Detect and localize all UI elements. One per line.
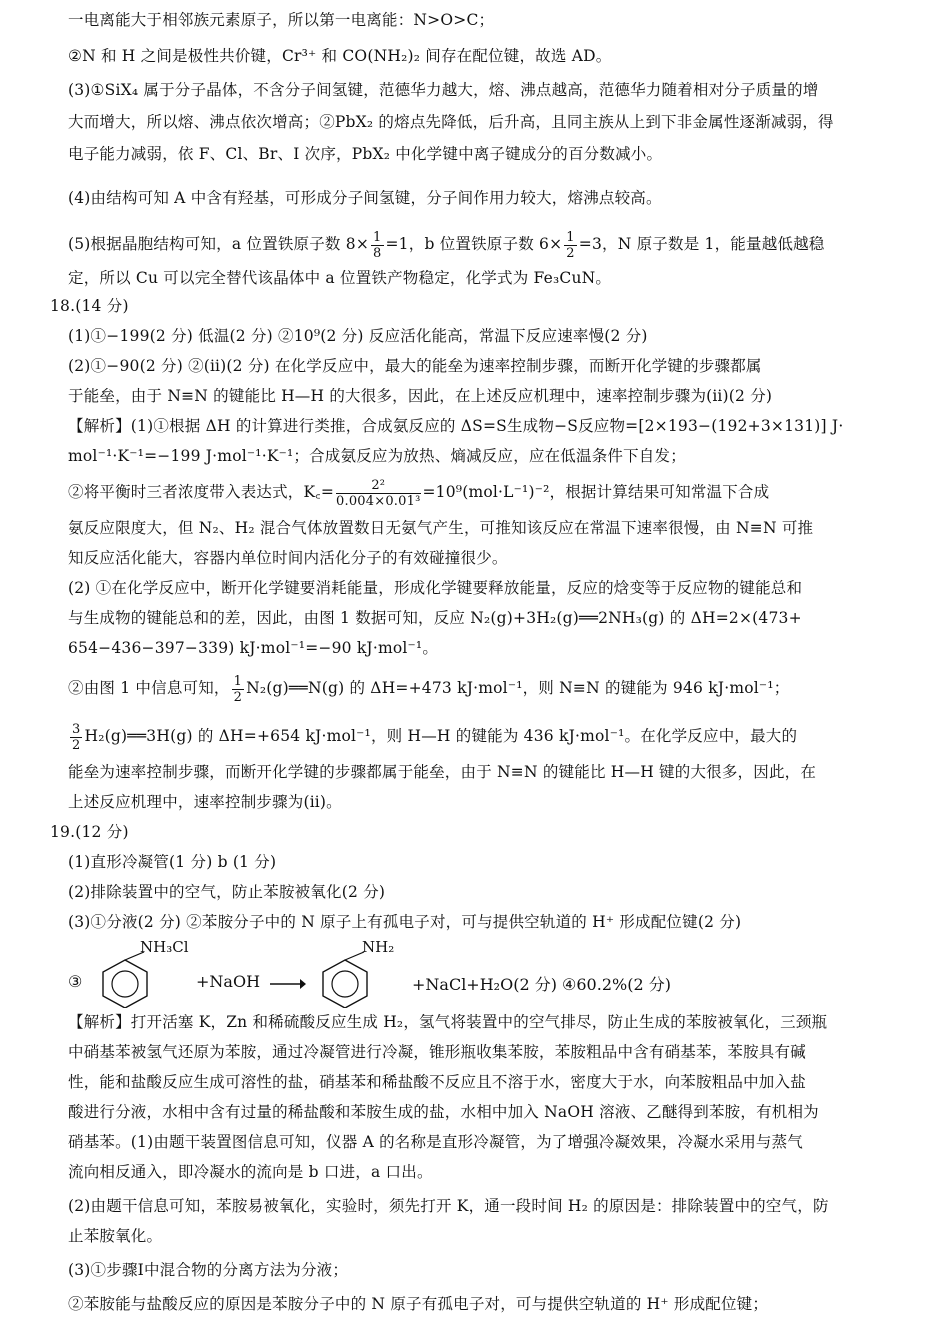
fraction-numerator: 1 xyxy=(233,673,243,689)
substituent-label: NH₃Cl xyxy=(140,938,189,956)
text-line: 定，所以 Cu 可以完全替代该晶体中 a 位置铁产物稳定，化学式为 Fe₃CuN。 xyxy=(68,269,612,287)
fraction-numerator: 1 xyxy=(566,229,575,245)
reaction-arrow-icon xyxy=(270,976,306,992)
fraction-denominator: 2 xyxy=(566,245,575,261)
text-line-fractions xyxy=(68,716,910,756)
text-line: 大而增大，所以熔、沸点依次增高；②PbX₂ 的熔点先降低，后升高，且同主族从上到下非金属性逐渐减弱，得 xyxy=(68,113,834,131)
text-line: (2)①−90(2 分) ②(ⅱ)(2 分) 在化学反应中，最大的能垒为速率控制步骤，而断开化学键的步骤都属 xyxy=(68,357,762,375)
text-line: 与生成物的键能总和的差，因此，由图 1 数据可知，反应 N₂(g)+3H₂(g)══2NH₃(g) 的 ΔH=2×(473+ xyxy=(68,609,802,627)
text-line: 能垒为速率控制步骤，而断开化学键的步骤都属于能垒，由于 N≡N 的键能比 H—H 键的大很多，因此，在 xyxy=(68,763,817,781)
text-line: 电子能力减弱，依 F、Cl、Br、I 次序，PbX₂ 中化学键中离子键成分的百分数减小。 xyxy=(68,145,663,163)
text-segment: (5)根据晶胞结构可知，a 位置铁原子数 8× xyxy=(68,235,370,253)
chemical-equation xyxy=(68,938,908,1006)
text-line: 氨反应限度大，但 N₂、H₂ 混合气体放置数日无氨气产生，可推知该反应在常温下速率很慢，由 N≡N 可推 xyxy=(68,519,814,537)
text-line: (3)①分液(2 分) ②苯胺分子中的 N 原子上有孤电子对，可与提供空轨道的 H⁺ 形成配位键(2 分) xyxy=(68,913,742,931)
text-line-fractions xyxy=(68,668,910,708)
text-segment: =3，N 原子数是 1，能量越低越稳 xyxy=(578,235,825,253)
text-segment: =10⁹(mol·L⁻¹)⁻²，根据计算结果可知常温下合成 xyxy=(422,483,770,501)
text-line: (3)①步骤Ⅰ中混合物的分离方法为分液； xyxy=(68,1261,349,1279)
text-line: (2)由题干信息可知，苯胺易被氧化，实验时，须先打开 K，通一段时间 H₂ 的原因是：排除装置中的空气，防 xyxy=(68,1197,829,1215)
text-line: 性，能和盐酸反应生成可溶性的盐，硝基苯和稀盐酸不反应且不溶于水，密度大于水，向苯胺粗品中加入盐 xyxy=(68,1073,806,1091)
text-line: 知反应活化能大，容器内单位时间内活化分子的有效碰撞很少。 xyxy=(68,549,508,567)
text-line: 止苯胺氧化。 xyxy=(68,1227,163,1245)
text-line: (3)①SiX₄ 属于分子晶体，不含分子间氢键，范德华力越大，熔、沸点越高，范德华力随着相对分子质量的增 xyxy=(68,81,819,99)
section-heading-18: 18.(14 分) xyxy=(50,297,129,315)
fraction-denominator: 2 xyxy=(233,689,243,705)
text-line: (4)由结构可知 A 中含有羟基，可形成分子间氢键，分子间作用力较大，熔沸点较高。 xyxy=(68,189,662,207)
text-line: 上述反应机理中，速率控制步骤为(ⅱ)。 xyxy=(68,793,342,811)
substituent-label: NH₂ xyxy=(362,938,395,956)
text-line: mol⁻¹·K⁻¹=−199 J·mol⁻¹·K⁻¹；合成氨反应为放热、熵减反应，应在低温条件下自发； xyxy=(68,447,686,465)
text-line: (2) ①在化学反应中，断开化学键要消耗能量，形成化学键要释放能量，反应的焓变等于反应物的键能总和 xyxy=(68,579,803,597)
fraction xyxy=(70,722,82,753)
fraction xyxy=(336,478,420,509)
text-segment: ②由图 1 中信息可知， xyxy=(68,679,230,697)
fraction-denominator: 0.004×0.01³ xyxy=(336,493,421,509)
text-line-fractions xyxy=(68,472,910,512)
benzene-ring-icon xyxy=(90,952,160,1008)
text-line: ②N 和 H 之间是极性共价键，Cr³⁺ 和 CO(NH₂)₂ 间存在配位键，故选 AD。 xyxy=(68,47,612,65)
fraction xyxy=(564,230,576,261)
text-line: 于能垒，由于 N≡N 的键能比 H—H 的大很多，因此，在上述反应机理中，速率控制步骤为(ⅱ)(2 分) xyxy=(68,387,773,405)
text-segment: ②将平衡时三者浓度带入表达式，K꜀= xyxy=(68,483,335,501)
fraction-denominator: 8 xyxy=(373,245,382,261)
fraction-numerator: 3 xyxy=(72,721,81,737)
text-line: 【解析】(1)①根据 ΔH 的计算进行类推，合成氨反应的 ΔS=S生成物−S反应物=[2×193−(192+3×131)] J· xyxy=(68,417,844,435)
text-line: (1)直形冷凝管(1 分) b (1 分) xyxy=(68,853,277,871)
equation-marker: ③ xyxy=(68,972,83,991)
text-segment: N₂(g)══N(g) 的 ΔH=+473 kJ·mol⁻¹，则 N≡N 的键能为 946 kJ·mol⁻¹； xyxy=(246,679,790,697)
benzene-ring-icon xyxy=(310,952,380,1008)
text-line: (2)排除装置中的空气，防止苯胺被氧化(2 分) xyxy=(68,883,386,901)
text-line: (1)①−199(2 分) 低温(2 分) ②10⁹(2 分) 反应活化能高，常温下反应速率慢(2 分) xyxy=(68,327,648,345)
text-line: 一电离能大于相邻族元素原子，所以第一电离能：N>O>C； xyxy=(68,11,495,29)
fraction xyxy=(371,230,383,261)
text-line: 流向相反通入，即冷凝水的流向是 b 口进，a 口出。 xyxy=(68,1163,433,1181)
text-line: ②苯胺能与盐酸反应的原因是苯胺分子中的 N 原子有孤电子对，可与提供空轨道的 H⁺ 形成配位键； xyxy=(68,1295,769,1313)
text-segment: H₂(g)══3H(g) 的 ΔH=+654 kJ·mol⁻¹，则 H—H 的键能为 436 kJ·mol⁻¹。在化学反应中，最大的 xyxy=(84,727,798,745)
fraction-numerator: 2² xyxy=(336,478,420,494)
equation-products: +NaCl+H₂O(2 分) ④60.2%(2 分) xyxy=(412,975,671,994)
text-line-fractions xyxy=(68,224,910,264)
text-segment: =1，b 位置铁原子数 6× xyxy=(385,235,563,253)
fraction-numerator: 1 xyxy=(373,229,382,245)
text-line: 硝基苯。(1)由题干装置图信息可知，仪器 A 的名称是直形冷凝管，为了增强冷凝效果，冷凝水采用与蒸气 xyxy=(68,1133,804,1151)
text-line: 酸进行分液，水相中含有过量的稀盐酸和苯胺生成的盐，水相中加入 NaOH 溶液、乙醚得到苯胺，有机相为 xyxy=(68,1103,819,1121)
text-line: 中硝基苯被氢气还原为苯胺，通过冷凝管进行冷凝，锥形瓶收集苯胺，苯胺粗品中含有硝基苯，苯胺具有碱 xyxy=(68,1043,806,1061)
fraction-denominator: 2 xyxy=(72,737,81,753)
text-line: 654−436−397−339) kJ·mol⁻¹=−90 kJ·mol⁻¹。 xyxy=(68,639,439,657)
fraction xyxy=(232,674,244,705)
section-heading-19: 19.(12 分) xyxy=(50,823,129,841)
text-line: 【解析】打开活塞 K，Zn 和稀硫酸反应生成 H₂，氢气将装置中的空气排尽，防止生成的苯胺被氧化，三颈瓶 xyxy=(68,1013,828,1031)
reactant-naoh: +NaOH xyxy=(196,972,261,991)
